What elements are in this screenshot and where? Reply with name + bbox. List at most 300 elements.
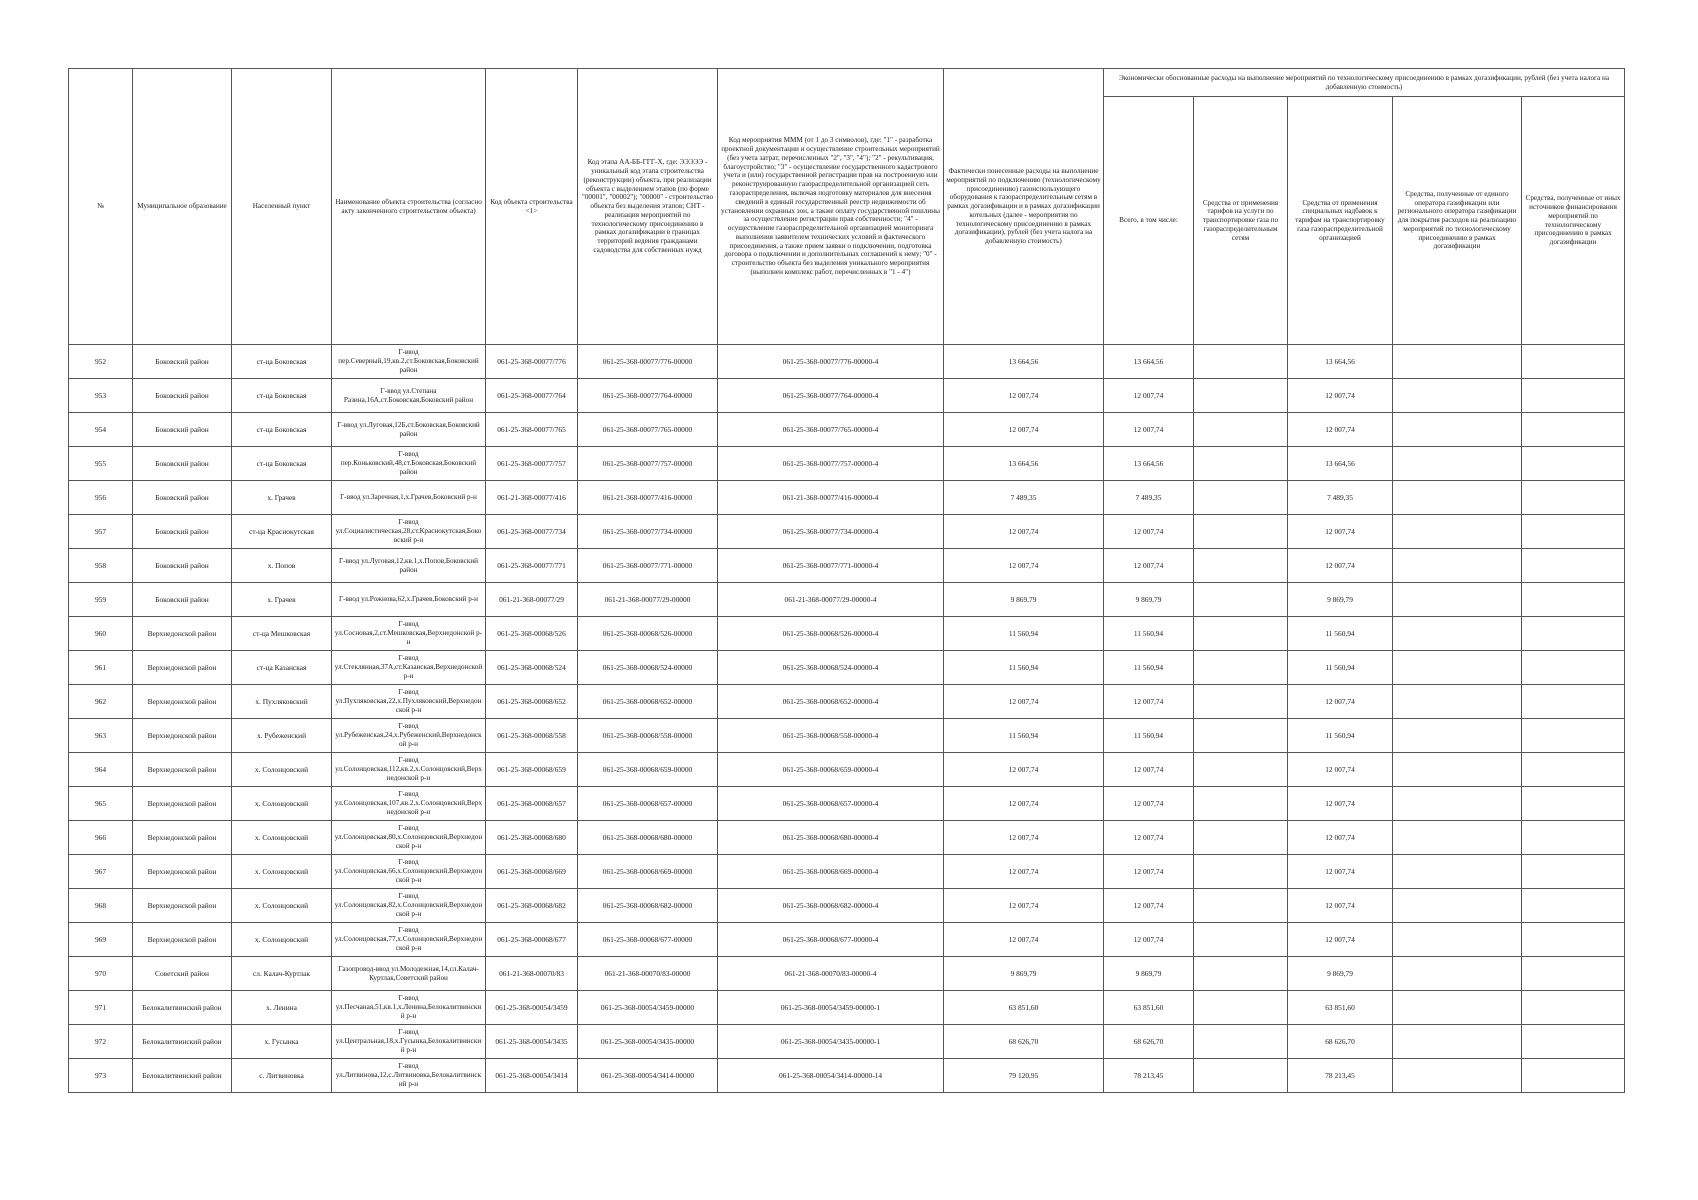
cell-object-name: Г-ввод ул.Центральная,18,х.Гусынка,Белокалитвинский р-н — [332, 1025, 486, 1059]
cell-object-name: Г-ввод ул.Степана Разина,16А,ст.Боковская,Боковский район — [332, 379, 486, 413]
cell-num: 952 — [69, 345, 133, 379]
cell-other-funds — [1522, 753, 1625, 787]
cell-settlement: х. Пухляковский — [232, 685, 332, 719]
cell-stage-code: 061-25-368-00068/652-00000 — [578, 685, 718, 719]
cell-total: 68 626,70 — [1104, 1025, 1194, 1059]
cell-total: 11 560,94 — [1104, 617, 1194, 651]
table-row — [69, 583, 1625, 617]
cell-total: 13 664,56 — [1104, 447, 1194, 481]
cell-total: 63 851,60 — [1104, 991, 1194, 1025]
cell-settlement: х. Солонцовский — [232, 821, 332, 855]
cell-settlement: х. Солонцовский — [232, 753, 332, 787]
cell-tariff-funds — [1194, 991, 1288, 1025]
cell-operator-funds — [1393, 1025, 1522, 1059]
cell-num: 954 — [69, 413, 133, 447]
cell-object-code: 061-25-368-00068/659 — [486, 753, 578, 787]
cell-total: 78 213,45 — [1104, 1059, 1194, 1093]
cell-actual-costs: 12 007,74 — [944, 821, 1104, 855]
cell-special-funds: 12 007,74 — [1288, 889, 1393, 923]
cell-special-funds: 13 664,56 — [1288, 447, 1393, 481]
cell-total: 12 007,74 — [1104, 821, 1194, 855]
cell-operator-funds — [1393, 889, 1522, 923]
cell-object-code: 061-25-368-00077/757 — [486, 447, 578, 481]
cell-object-code: 061-25-368-00068/682 — [486, 889, 578, 923]
cell-operator-funds — [1393, 821, 1522, 855]
cell-special-funds: 13 664,56 — [1288, 345, 1393, 379]
cell-event-code: 061-25-368-00077/757-00000-4 — [718, 447, 944, 481]
cell-stage-code: 061-21-368-00077/416-00000 — [578, 481, 718, 515]
cell-stage-code: 061-25-368-00077/757-00000 — [578, 447, 718, 481]
cell-other-funds — [1522, 651, 1625, 685]
cell-num: 970 — [69, 957, 133, 991]
cell-settlement: х. Рубеженский — [232, 719, 332, 753]
header-object-name: Наименование объекта строительства (согласно акту законченного строительством объекта) — [332, 69, 486, 345]
cell-stage-code: 061-25-368-00068/526-00000 — [578, 617, 718, 651]
cell-municipality: Боковский район — [133, 583, 232, 617]
cell-num: 973 — [69, 1059, 133, 1093]
cell-actual-costs: 9 869,79 — [944, 957, 1104, 991]
cell-settlement: ст-ца Боковская — [232, 413, 332, 447]
cell-object-code: 061-25-368-00077/765 — [486, 413, 578, 447]
cell-event-code: 061-25-368-00068/680-00000-4 — [718, 821, 944, 855]
cell-operator-funds — [1393, 923, 1522, 957]
cell-num: 957 — [69, 515, 133, 549]
table-row — [69, 753, 1625, 787]
table-row — [69, 923, 1625, 957]
cell-stage-code: 061-21-368-00070/83-00000 — [578, 957, 718, 991]
cell-actual-costs: 79 120,95 — [944, 1059, 1104, 1093]
header-object-code: Код объекта строительства <1> — [486, 69, 578, 345]
cell-object-name: Г-ввод ул.Рожнова,62,х.Грачев,Боковский р-н — [332, 583, 486, 617]
cell-stage-code: 061-25-368-00077/771-00000 — [578, 549, 718, 583]
cell-actual-costs: 12 007,74 — [944, 379, 1104, 413]
table-row — [69, 991, 1625, 1025]
cell-actual-costs: 12 007,74 — [944, 889, 1104, 923]
cell-operator-funds — [1393, 991, 1522, 1025]
cell-other-funds — [1522, 379, 1625, 413]
cell-actual-costs: 12 007,74 — [944, 685, 1104, 719]
cell-tariff-funds — [1194, 957, 1288, 991]
cell-special-funds: 12 007,74 — [1288, 515, 1393, 549]
cell-num: 967 — [69, 855, 133, 889]
cell-object-name: Г-ввод ул.Стеклянная,37А,ст.Казанская,Верхнедонской р-н — [332, 651, 486, 685]
cell-actual-costs: 11 560,94 — [944, 617, 1104, 651]
cell-num: 972 — [69, 1025, 133, 1059]
cell-event-code: 061-25-368-00077/765-00000-4 — [718, 413, 944, 447]
cell-num: 963 — [69, 719, 133, 753]
cell-actual-costs: 7 489,35 — [944, 481, 1104, 515]
table-row — [69, 413, 1625, 447]
cell-operator-funds — [1393, 957, 1522, 991]
cell-actual-costs: 12 007,74 — [944, 549, 1104, 583]
cell-other-funds — [1522, 889, 1625, 923]
cell-stage-code: 061-25-368-00068/524-00000 — [578, 651, 718, 685]
cell-num: 959 — [69, 583, 133, 617]
table-row — [69, 685, 1625, 719]
cell-operator-funds — [1393, 413, 1522, 447]
cell-settlement: х. Солонцовский — [232, 787, 332, 821]
cell-operator-funds — [1393, 617, 1522, 651]
cell-stage-code: 061-25-368-00068/677-00000 — [578, 923, 718, 957]
cell-object-code: 061-21-368-00077/29 — [486, 583, 578, 617]
table-row — [69, 549, 1625, 583]
cell-tariff-funds — [1194, 345, 1288, 379]
cell-settlement: сл. Калач-Куртлак — [232, 957, 332, 991]
cell-actual-costs: 9 869,79 — [944, 583, 1104, 617]
cell-object-code: 061-25-368-00068/652 — [486, 685, 578, 719]
cell-tariff-funds — [1194, 447, 1288, 481]
cell-special-funds: 12 007,74 — [1288, 855, 1393, 889]
cell-object-name: Г-ввод ул.Луговая,12,кв.1,х.Попов,Боковский район — [332, 549, 486, 583]
cell-tariff-funds — [1194, 413, 1288, 447]
cell-event-code: 061-25-368-00068/659-00000-4 — [718, 753, 944, 787]
cell-municipality: Верхнедонской район — [133, 855, 232, 889]
cell-settlement: ст-ца Казанская — [232, 651, 332, 685]
cell-object-code: 061-25-368-00068/669 — [486, 855, 578, 889]
cell-num: 955 — [69, 447, 133, 481]
table-row — [69, 719, 1625, 753]
cell-special-funds: 68 626,70 — [1288, 1025, 1393, 1059]
cell-total: 12 007,74 — [1104, 685, 1194, 719]
cell-event-code: 061-25-368-00068/677-00000-4 — [718, 923, 944, 957]
cell-stage-code: 061-25-368-00068/680-00000 — [578, 821, 718, 855]
header-other-funds: Средства, полученные от иных источников финансирования мероприятий по технологическому присоединению в рамках догазификации — [1522, 97, 1625, 345]
cell-event-code: 061-25-368-00054/3459-00000-1 — [718, 991, 944, 1025]
cell-operator-funds — [1393, 345, 1522, 379]
header-municipality: Муниципальное образование — [133, 69, 232, 345]
cell-operator-funds — [1393, 549, 1522, 583]
cell-tariff-funds — [1194, 685, 1288, 719]
cell-tariff-funds — [1194, 481, 1288, 515]
cell-object-code: 061-25-368-00068/680 — [486, 821, 578, 855]
table-row — [69, 447, 1625, 481]
cell-special-funds: 12 007,74 — [1288, 685, 1393, 719]
cell-municipality: Верхнедонской район — [133, 923, 232, 957]
cell-event-code: 061-25-368-00068/657-00000-4 — [718, 787, 944, 821]
header-event-code: Код мероприятия МММ (от 1 до 3 символов), где: "1" - разработка проектной документации и осуществление строительных мероприятий (без учета затрат, перечисленных "2", "3", "4"); "2" - рекультивация, благоустройство; "3" - осуществление государственного кадастрового учета и (или) государственной регистрации прав на построенную или реконструированную газораспределительной организацией сеть газораспределения, включая подготовку материалов для внесения сведений в единый государственный реестр недвижимости об установлении охранных зон, а также оплату государственной пошлины за осуществление регистрации прав собственности; "4" - осуществление газораспределительной организацией мониторинга выполнения заявителем технических условий и фактического присоединения, а также прием заявки о подключении, подготовка договора о подключении и дополнительных соглашений к нему; "0" - строительство объекта без выделения уникального мероприятия (выполнен комплекс работ, перечисленных в "1 - 4") — [718, 69, 944, 345]
cell-event-code: 061-25-368-00068/652-00000-4 — [718, 685, 944, 719]
cell-tariff-funds — [1194, 923, 1288, 957]
cell-object-code: 061-25-368-00068/526 — [486, 617, 578, 651]
cell-stage-code: 061-25-368-00054/3435-00000 — [578, 1025, 718, 1059]
table-row — [69, 651, 1625, 685]
cell-actual-costs: 12 007,74 — [944, 753, 1104, 787]
cell-total: 12 007,74 — [1104, 889, 1194, 923]
cell-object-name: Г-ввод ул.Солонцовская,112,кв.2,х.Солонцовский,Верхнедонской р-н — [332, 753, 486, 787]
cell-num: 971 — [69, 991, 133, 1025]
cell-special-funds: 12 007,74 — [1288, 549, 1393, 583]
cell-municipality: Верхнедонской район — [133, 821, 232, 855]
header-tariff-funds: Средства от применения тарифов на услуги по транспортировке газа по газораспределительным сетям — [1194, 97, 1288, 345]
cell-total: 7 489,35 — [1104, 481, 1194, 515]
cell-actual-costs: 12 007,74 — [944, 515, 1104, 549]
cell-num: 956 — [69, 481, 133, 515]
header-total: Всего, в том числе: — [1104, 97, 1194, 345]
cell-object-name: Г-ввод пер.Коньковский,48,ст.Боковская,Боковский район — [332, 447, 486, 481]
cell-event-code: 061-25-368-00054/3414-00000-14 — [718, 1059, 944, 1093]
cell-operator-funds — [1393, 753, 1522, 787]
cell-num: 964 — [69, 753, 133, 787]
cell-municipality: Верхнедонской район — [133, 685, 232, 719]
cell-special-funds: 12 007,74 — [1288, 923, 1393, 957]
cell-other-funds — [1522, 991, 1625, 1025]
cell-special-funds: 11 560,94 — [1288, 651, 1393, 685]
cell-settlement: х. Солонцовский — [232, 923, 332, 957]
cell-stage-code: 061-25-368-00068/669-00000 — [578, 855, 718, 889]
cell-total: 9 869,79 — [1104, 583, 1194, 617]
cell-municipality: Белокалитвинский район — [133, 1059, 232, 1093]
cell-tariff-funds — [1194, 1025, 1288, 1059]
cell-special-funds: 63 851,60 — [1288, 991, 1393, 1025]
cell-object-code: 061-25-368-00054/3414 — [486, 1059, 578, 1093]
cell-num: 958 — [69, 549, 133, 583]
cell-settlement: ст-ца Боковская — [232, 379, 332, 413]
cell-municipality: Белокалитвинский район — [133, 1025, 232, 1059]
header-operator-funds: Средства, полученные от единого оператора газификации или регионального оператора газификации для покрытия расходов на реализацию мероприятий по технологическому присоединению в рамках догазификации — [1393, 97, 1522, 345]
header-special-funds: Средства от применения специальных надбавок к тарифам на транспортировку газа газораспределительной организацией — [1288, 97, 1393, 345]
cell-total: 12 007,74 — [1104, 855, 1194, 889]
cell-other-funds — [1522, 617, 1625, 651]
cell-special-funds: 12 007,74 — [1288, 787, 1393, 821]
cell-object-code: 061-21-368-00077/416 — [486, 481, 578, 515]
cell-municipality: Белокалитвинский район — [133, 991, 232, 1025]
cell-object-name: Г-ввод ул.Солонцовская,82,х.Солонцовский,Верхнедонской р-н — [332, 889, 486, 923]
cell-tariff-funds — [1194, 855, 1288, 889]
cell-municipality: Боковский район — [133, 447, 232, 481]
cell-other-funds — [1522, 1059, 1625, 1093]
cell-municipality: Верхнедонской район — [133, 889, 232, 923]
table-row — [69, 787, 1625, 821]
cell-stage-code: 061-25-368-00068/657-00000 — [578, 787, 718, 821]
cell-special-funds: 9 869,79 — [1288, 957, 1393, 991]
cell-other-funds — [1522, 719, 1625, 753]
cell-total: 12 007,74 — [1104, 549, 1194, 583]
table-row — [69, 1025, 1625, 1059]
cell-other-funds — [1522, 345, 1625, 379]
table-row — [69, 617, 1625, 651]
cell-event-code: 061-25-368-00077/734-00000-4 — [718, 515, 944, 549]
cell-settlement: х. Попов — [232, 549, 332, 583]
cell-operator-funds — [1393, 515, 1522, 549]
cell-special-funds: 7 489,35 — [1288, 481, 1393, 515]
table-row — [69, 515, 1625, 549]
cell-operator-funds — [1393, 855, 1522, 889]
cell-operator-funds — [1393, 1059, 1522, 1093]
cell-special-funds: 9 869,79 — [1288, 583, 1393, 617]
cell-municipality: Верхнедонской район — [133, 787, 232, 821]
cell-object-name: Г-ввод ул.Песчаная,51,кв.1,х.Ленина,Белокалитвинский р-н — [332, 991, 486, 1025]
cell-tariff-funds — [1194, 787, 1288, 821]
cell-stage-code: 061-25-368-00068/558-00000 — [578, 719, 718, 753]
cell-other-funds — [1522, 821, 1625, 855]
cell-operator-funds — [1393, 583, 1522, 617]
cell-object-code: 061-25-368-00068/677 — [486, 923, 578, 957]
cell-object-name: Г-ввод ул.Солонцовская,80,х.Солонцовский,Верхнедонской р-н — [332, 821, 486, 855]
cell-other-funds — [1522, 1025, 1625, 1059]
cell-actual-costs: 12 007,74 — [944, 923, 1104, 957]
cell-stage-code: 061-25-368-00068/659-00000 — [578, 753, 718, 787]
cell-total: 12 007,74 — [1104, 379, 1194, 413]
cell-tariff-funds — [1194, 651, 1288, 685]
cell-settlement: ст-ца Мешковская — [232, 617, 332, 651]
cell-tariff-funds — [1194, 549, 1288, 583]
cell-settlement: х. Грачев — [232, 583, 332, 617]
cell-settlement: с. Литвиновка — [232, 1059, 332, 1093]
cell-municipality: Советский район — [133, 957, 232, 991]
cell-tariff-funds — [1194, 379, 1288, 413]
cell-other-funds — [1522, 957, 1625, 991]
cell-object-code: 061-25-368-00068/558 — [486, 719, 578, 753]
cell-tariff-funds — [1194, 583, 1288, 617]
cell-object-code: 061-25-368-00068/657 — [486, 787, 578, 821]
table-row — [69, 957, 1625, 991]
cell-object-name: Г-ввод ул.Солонцовская,107,кв.2,х.Солонцовский,Верхнедонской р-н — [332, 787, 486, 821]
header-settlement: Населенный пункт — [232, 69, 332, 345]
cell-operator-funds — [1393, 787, 1522, 821]
cell-object-code: 061-25-368-00068/524 — [486, 651, 578, 685]
cell-total: 11 560,94 — [1104, 651, 1194, 685]
cell-tariff-funds — [1194, 515, 1288, 549]
cell-stage-code: 061-25-368-00077/734-00000 — [578, 515, 718, 549]
cell-num: 962 — [69, 685, 133, 719]
table-row — [69, 481, 1625, 515]
cell-municipality: Боковский район — [133, 413, 232, 447]
cell-tariff-funds — [1194, 719, 1288, 753]
cell-tariff-funds — [1194, 617, 1288, 651]
cell-object-name: Г-ввод ул.Заречная,1,х.Грачев,Боковский р-н — [332, 481, 486, 515]
cell-actual-costs: 11 560,94 — [944, 719, 1104, 753]
cell-municipality: Боковский район — [133, 549, 232, 583]
cell-operator-funds — [1393, 719, 1522, 753]
cell-object-name: Г-ввод ул.Солонцовская,77,х.Солонцовский,Верхнедонской р-н — [332, 923, 486, 957]
cell-other-funds — [1522, 583, 1625, 617]
cell-event-code: 061-21-368-00077/29-00000-4 — [718, 583, 944, 617]
cell-settlement: х. Ленина — [232, 991, 332, 1025]
cell-object-code: 061-25-368-00077/764 — [486, 379, 578, 413]
cell-event-code: 061-25-368-00068/669-00000-4 — [718, 855, 944, 889]
cell-special-funds: 12 007,74 — [1288, 379, 1393, 413]
cell-actual-costs: 12 007,74 — [944, 413, 1104, 447]
cell-other-funds — [1522, 855, 1625, 889]
header-num: № — [69, 69, 133, 345]
cell-other-funds — [1522, 481, 1625, 515]
cell-municipality: Верхнедонской район — [133, 651, 232, 685]
table-row — [69, 821, 1625, 855]
cell-settlement: ст-ца Боковская — [232, 447, 332, 481]
cell-special-funds: 12 007,74 — [1288, 753, 1393, 787]
cell-object-code: 061-25-368-00077/771 — [486, 549, 578, 583]
cell-special-funds: 78 213,45 — [1288, 1059, 1393, 1093]
cell-actual-costs: 13 664,56 — [944, 447, 1104, 481]
cell-total: 12 007,74 — [1104, 515, 1194, 549]
header-econ-group: Экономически обоснованные расходы на выполнение мероприятий по технологическому присоединению в рамках догазификации, рублей (без учета налога на добавленную стоимость) — [1104, 69, 1625, 97]
cell-actual-costs: 12 007,74 — [944, 787, 1104, 821]
cell-tariff-funds — [1194, 753, 1288, 787]
cell-total: 13 664,56 — [1104, 345, 1194, 379]
cell-stage-code: 061-21-368-00077/29-00000 — [578, 583, 718, 617]
cell-num: 969 — [69, 923, 133, 957]
table-body — [69, 345, 1625, 1093]
cell-object-code: 061-25-368-00054/3459 — [486, 991, 578, 1025]
cell-stage-code: 061-25-368-00077/764-00000 — [578, 379, 718, 413]
cell-stage-code: 061-25-368-00054/3414-00000 — [578, 1059, 718, 1093]
cell-object-name: Г-ввод ул.Рубеженская,24,х.Рубеженский,Верхнедонской р-н — [332, 719, 486, 753]
cell-object-name: Г-ввод ул.Литвинова,12,с.Литвиновка,Белокалитвинский р-н — [332, 1059, 486, 1093]
cell-num: 960 — [69, 617, 133, 651]
cell-object-code: 061-25-368-00054/3435 — [486, 1025, 578, 1059]
cell-other-funds — [1522, 413, 1625, 447]
header-stage-code: Код этапа АА-ББ-ГГГ-Х, где: ЭЭЭЭЭ - уникальный код этапа строительства (реконструкции) объекта, при реализации объекта с выделением этапов (по форме "00001", "00002"); "00000" - строительство объекта без выделения этапов; СНТ - реализация мероприятий по технологическому присоединению в рамках догазификации в границах территорий ведения гражданами садоводства для собственных нужд — [578, 69, 718, 345]
cell-object-code: 061-21-368-00070/83 — [486, 957, 578, 991]
cell-total: 12 007,74 — [1104, 413, 1194, 447]
cell-object-name: Газопровод-ввод ул.Молодежная,14,сл.Калач-Куртлак,Советский район — [332, 957, 486, 991]
cell-stage-code: 061-25-368-00077/776-00000 — [578, 345, 718, 379]
cell-actual-costs: 68 626,70 — [944, 1025, 1104, 1059]
cell-other-funds — [1522, 923, 1625, 957]
cell-settlement: х. Солонцовский — [232, 855, 332, 889]
cell-event-code: 061-21-368-00077/416-00000-4 — [718, 481, 944, 515]
cell-object-code: 061-25-368-00077/734 — [486, 515, 578, 549]
cell-object-name: Г-ввод пер.Северный,19,кв.2,ст.Боковская,Боковский район — [332, 345, 486, 379]
cell-num: 968 — [69, 889, 133, 923]
header-actual-costs: Фактически понесенные расходы на выполнение мероприятий по подключению (технологическому присоединению) газоиспользующего оборудования к газораспределительным сетям в рамках догазификации и в рамках догазификации котельных (далее - мероприятия по технологическому присоединению в рамках догазификации), рублей (без учета налога на добавленную стоимость) — [944, 69, 1104, 345]
cell-object-name: Г-ввод ул.Луговая,12Б,ст.Боковская,Боковский район — [332, 413, 486, 447]
cell-other-funds — [1522, 515, 1625, 549]
cell-num: 966 — [69, 821, 133, 855]
cell-event-code: 061-25-368-00068/526-00000-4 — [718, 617, 944, 651]
cell-total: 12 007,74 — [1104, 787, 1194, 821]
cell-event-code: 061-25-368-00054/3435-00000-1 — [718, 1025, 944, 1059]
cell-actual-costs: 63 851,60 — [944, 991, 1104, 1025]
cell-municipality: Верхнедонской район — [133, 617, 232, 651]
cell-object-name: Г-ввод ул.Солонцовская,66,х.Солонцовский,Верхнедонской р-н — [332, 855, 486, 889]
cell-num: 965 — [69, 787, 133, 821]
cell-object-code: 061-25-368-00077/776 — [486, 345, 578, 379]
cell-num: 953 — [69, 379, 133, 413]
cell-num: 961 — [69, 651, 133, 685]
cell-operator-funds — [1393, 447, 1522, 481]
table-row — [69, 345, 1625, 379]
cell-actual-costs: 12 007,74 — [944, 855, 1104, 889]
cell-event-code: 061-25-368-00068/682-00000-4 — [718, 889, 944, 923]
cell-settlement: ст-ца Краснокутская — [232, 515, 332, 549]
cell-tariff-funds — [1194, 821, 1288, 855]
cell-stage-code: 061-25-368-00068/682-00000 — [578, 889, 718, 923]
cell-event-code: 061-25-368-00077/764-00000-4 — [718, 379, 944, 413]
cell-event-code: 061-25-368-00077/771-00000-4 — [718, 549, 944, 583]
table-row — [69, 379, 1625, 413]
cell-object-name: Г-ввод ул.Пухляковская,22,х.Пухляковский,Верхнедонской р-н — [332, 685, 486, 719]
cell-special-funds: 12 007,74 — [1288, 413, 1393, 447]
cell-event-code: 061-25-368-00077/776-00000-4 — [718, 345, 944, 379]
cell-settlement: ст-ца Боковская — [232, 345, 332, 379]
cell-municipality: Боковский район — [133, 515, 232, 549]
cell-other-funds — [1522, 447, 1625, 481]
cell-municipality: Верхнедонской район — [133, 719, 232, 753]
cell-actual-costs: 11 560,94 — [944, 651, 1104, 685]
cell-other-funds — [1522, 787, 1625, 821]
document-page — [68, 68, 1624, 1093]
cell-municipality: Боковский район — [133, 345, 232, 379]
data-table — [68, 68, 1625, 1093]
cell-object-name: Г-ввод ул.Сосновая,2,ст.Мешковская,Верхнедонской р-н — [332, 617, 486, 651]
cell-special-funds: 11 560,94 — [1288, 617, 1393, 651]
cell-operator-funds — [1393, 481, 1522, 515]
cell-settlement: х. Гусынка — [232, 1025, 332, 1059]
cell-operator-funds — [1393, 685, 1522, 719]
cell-stage-code: 061-25-368-00054/3459-00000 — [578, 991, 718, 1025]
cell-object-name: Г-ввод ул.Социалистическая,28,ст.Краснокутская,Боковский р-н — [332, 515, 486, 549]
